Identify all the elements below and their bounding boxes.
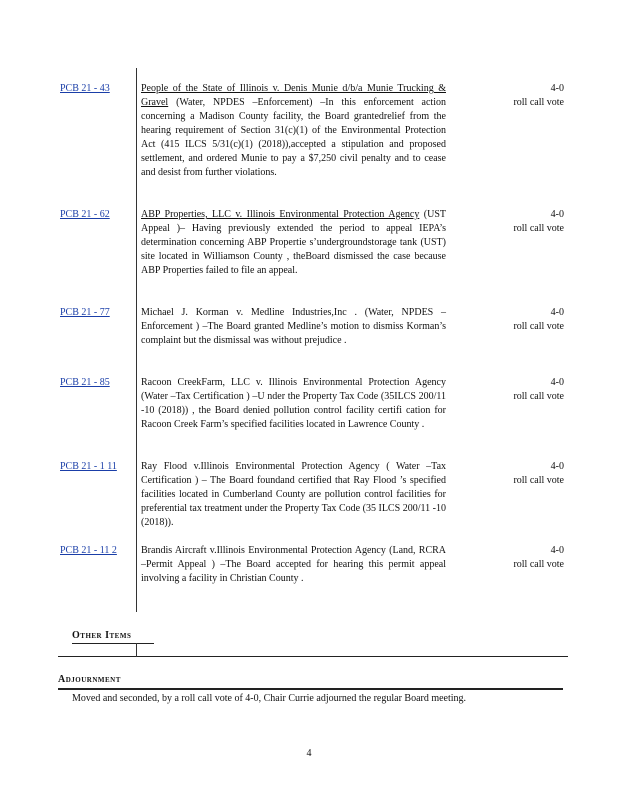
vote-result bbox=[480, 306, 564, 334]
case-number-link[interactable]: PCB 21 - 11 2 bbox=[60, 545, 117, 556]
vote-label: roll call vote bbox=[513, 97, 564, 108]
vote-result bbox=[480, 376, 564, 404]
other-items-underline bbox=[72, 643, 154, 644]
vote-label: roll call vote bbox=[513, 559, 564, 570]
vote-result bbox=[480, 544, 564, 572]
vote-label: roll call vote bbox=[513, 475, 564, 486]
page-number: 4 bbox=[306, 748, 312, 759]
case-number-link[interactable]: PCB 21 - 62 bbox=[60, 209, 110, 220]
vote-result bbox=[480, 82, 564, 110]
other-items-divider bbox=[136, 643, 137, 657]
adjournment-text: Moved and seconded, by a roll call vote of 4-0, Chair Currie adjourned the regular Board meeting. bbox=[72, 693, 467, 704]
case-body: (Water –Tax Certification ) –U nder the Property Tax Code (35ILCS 200/11 -10 (2018)) , the Board denied pollution control facility certifi cation for Racoon Creek Farm’s specified facilities located in Lawrence County . bbox=[141, 391, 446, 430]
case-number-link[interactable]: PCB 21 - 1 11 bbox=[60, 461, 117, 472]
vote-count: 4-0 bbox=[550, 83, 564, 94]
case-number-link[interactable]: PCB 21 - 77 bbox=[60, 307, 110, 318]
case-description bbox=[141, 460, 446, 530]
case-body: (Water, NPDES –Enforcement) –In this enforcement action concerning a Madison County facility, the Board grantedrelief from the hearing requirement of Section 31(c)(1) of the Environmental Protection Act (415 ILCS 5/31(c)(1) (2018)),accepted a stipulation and proposed settlement, and ordered Munie to pay a $7,250 civil penalty and to cease and desist from further violations. bbox=[141, 97, 446, 178]
vote-count: 4-0 bbox=[550, 461, 564, 472]
case-title: Racoon CreekFarm, LLC v. Illinois Environmental Protection Agency bbox=[141, 377, 446, 388]
case-title: Brandis Aircraft v.Illinois Environmental Protection Agency bbox=[141, 545, 386, 556]
case-body: (UST Appeal )– Having previously extended the period to appeal IEPA’s determination concerning ABP Propertie s’undergroundstorage tank (UST) site located in Williamson County , theBoard dismissed the case because ABP Properties failed to file an appeal. bbox=[141, 209, 447, 276]
case-title: ABP Properties, LLC v. Illinois Environmental Protection Agency bbox=[141, 209, 420, 220]
vote-count: 4-0 bbox=[550, 307, 564, 318]
adjournment-rule bbox=[58, 688, 563, 690]
vote-count: 4-0 bbox=[550, 209, 564, 220]
case-body: (Water, NPDES –Enforcement ) –The Board granted Medline’s motion to dismiss Korman’s complaint but the dismissal was without prejudice . bbox=[141, 307, 447, 346]
case-number-link[interactable]: PCB 21 - 43 bbox=[60, 83, 110, 94]
other-items-rule bbox=[58, 656, 568, 657]
other-items-heading: Other Items bbox=[72, 630, 132, 641]
case-description bbox=[141, 82, 446, 180]
case-body: ( Water –Tax Certification ) – The Board foundand certified that Ray Flood ’s specified facilities located in Cumberland County are pollution control facilities for preferential tax treatment under the Property Tax Code (35 ILCS 200/11 -10 (2018)). bbox=[141, 461, 447, 528]
case-number-link[interactable]: PCB 21 - 85 bbox=[60, 377, 110, 388]
case-description bbox=[141, 208, 446, 278]
vote-count: 4-0 bbox=[550, 377, 564, 388]
case-body: (Land, RCRA –Permit Appeal ) –The Board accepted for hearing this permit appeal involving a facility in Christian County . bbox=[141, 545, 447, 584]
vote-result bbox=[480, 208, 564, 236]
vote-count: 4-0 bbox=[550, 545, 564, 556]
vote-label: roll call vote bbox=[513, 391, 564, 402]
adjournment-heading: Adjournment bbox=[58, 674, 121, 685]
column-divider bbox=[136, 68, 137, 612]
vote-label: roll call vote bbox=[513, 321, 564, 332]
case-title: People of the State of Illinois v. Denis Munie d/b/a Munie Trucking & Gravel bbox=[141, 83, 446, 108]
case-title: Michael J. Korman v. Medline Industries,Inc . bbox=[141, 307, 357, 318]
vote-result bbox=[480, 460, 564, 488]
case-description bbox=[141, 544, 446, 586]
vote-label: roll call vote bbox=[513, 223, 564, 234]
case-title: Ray Flood v.Illinois Environmental Protection Agency bbox=[141, 461, 380, 472]
case-description bbox=[141, 306, 446, 348]
case-description bbox=[141, 376, 446, 432]
